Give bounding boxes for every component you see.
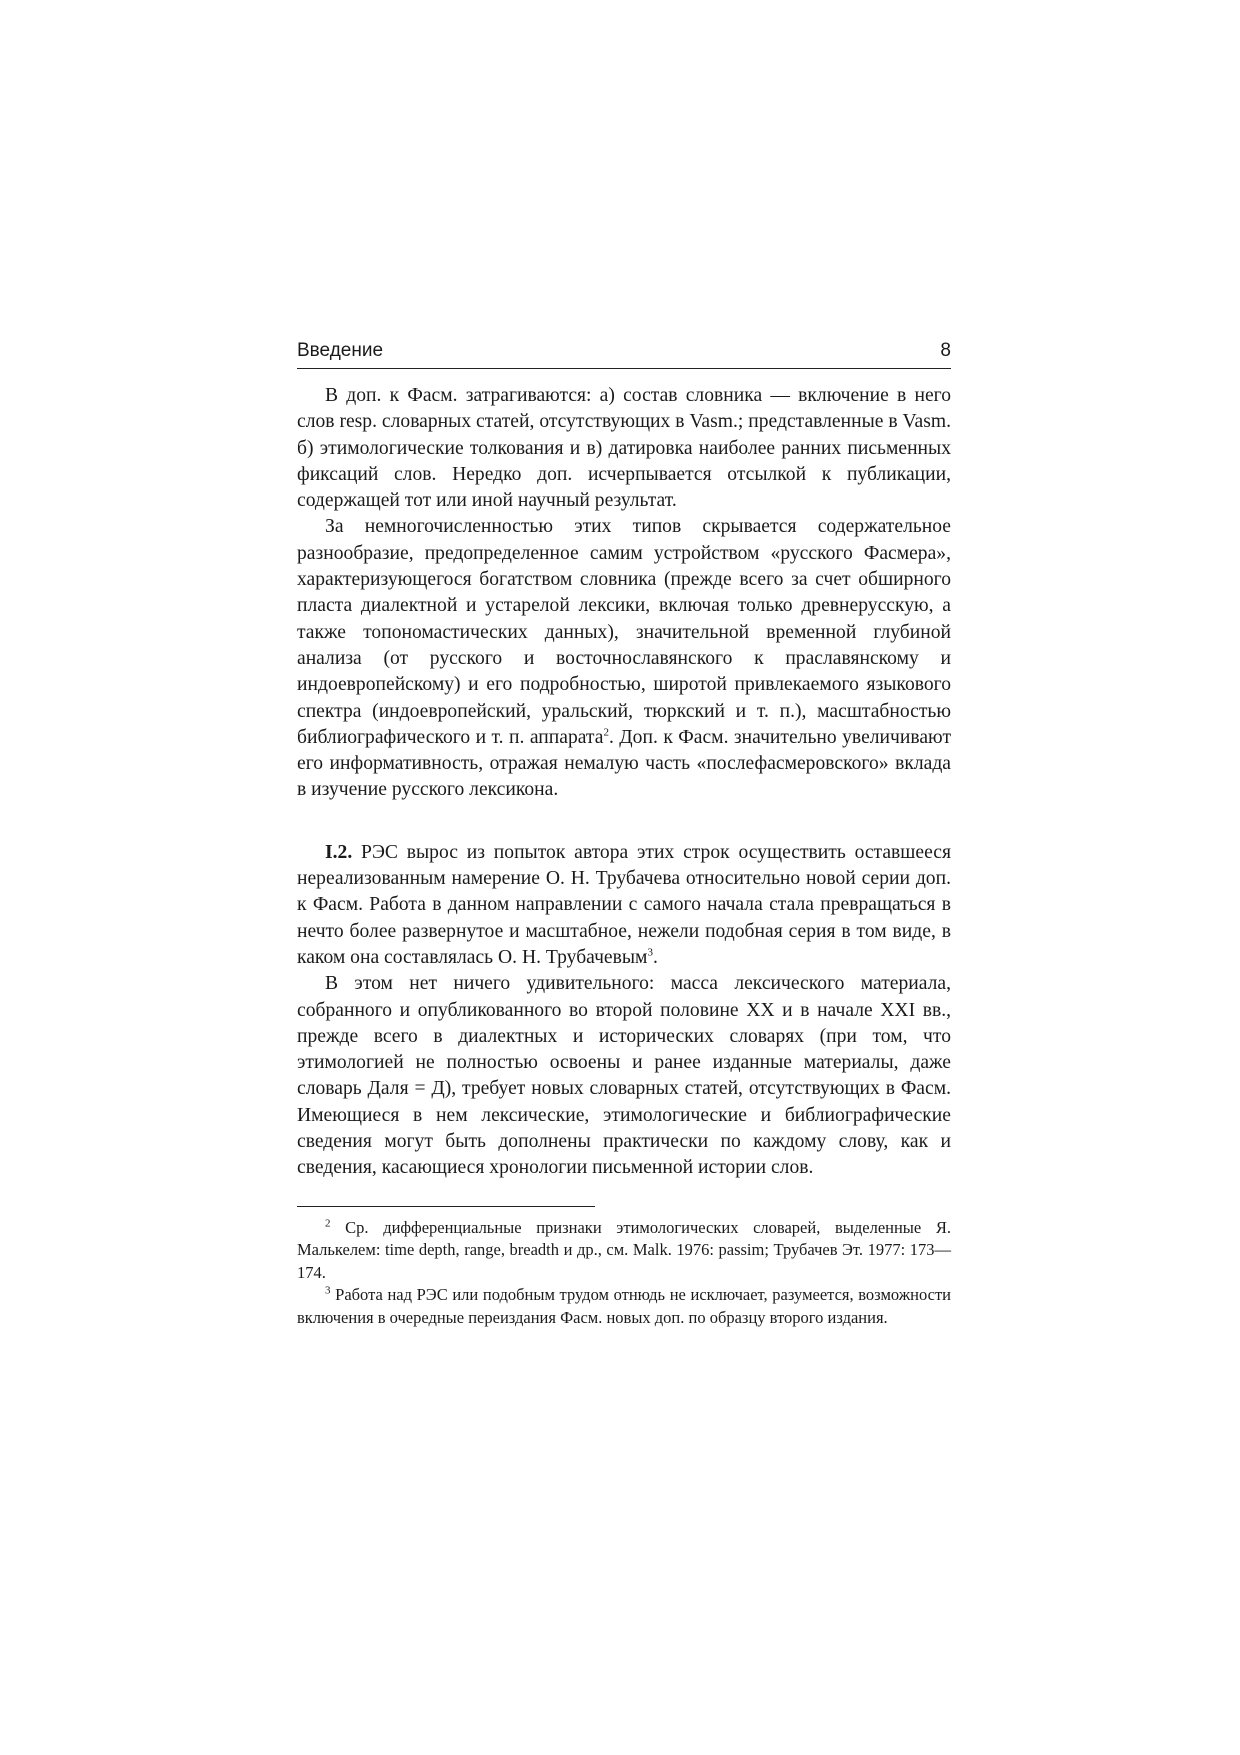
footnote-divider	[297, 1206, 595, 1207]
paragraph-text: За немногочисленностью этих типов скрывается содержательное разнообразие, предопределенное самим устройством «русского Фасмера», характеризующегося богатством словника (прежде всего за счет обширного пласта диалектной и устарелой лексики, включая только древнерусскую, а также топономастических данных), значительной временной глубиной анализа (от русского и восточнославянского к праславянскому и индоевропейскому) и его подробностью, широтой привлекаемого языкового спектра (индоевропейский, уральский, тюркский и т. п.), масштабностью библиографического и т. п. аппарата	[297, 516, 951, 748]
paragraph-section-start	[297, 840, 951, 971]
footnote-text: Ср. дифференциальные признаки этимологических словарей, выделенные Я. Малькелем: time depth, range, breadth и др., см. Malk. 1976: passim; Трубачев Эт. 1977: 173—174.	[297, 1217, 951, 1282]
section-number: I.2.	[325, 841, 353, 863]
page-number: 8	[940, 340, 951, 361]
paragraph	[297, 971, 951, 1181]
footnote-ref-2[interactable]: 2	[603, 726, 609, 739]
footnote	[297, 1217, 951, 1285]
paragraph-text: РЭС вырос из попыток автора этих строк осуществить оставшееся нереализованным намерение О. Н. Трубачева относительно новой серии доп. к Фасм. Работа в данном направлении с самого начала стала превращаться в нечто более развернутое и масштабное, нежели подобная серия в том виде, в каком она составлялась О. Н. Трубачевым	[297, 841, 951, 968]
paragraph-text-continued: .	[652, 946, 658, 968]
footnote-number: 2	[325, 1217, 331, 1230]
footnote-number: 3	[325, 1284, 331, 1297]
paragraph-text: В этом нет ничего удивительного: масса лексического материала, собранного и опубликованного во второй половине XX и в начале XXI вв., прежде всего в диалектных и исторических словарях (при том, что этимологией не полностью освоены и ранее изданные материалы, даже словарь Даля = Д), требует новых словарных статей, отсутствующих в Фасм. Имеющиеся в нем лексические, этимологические и библиографические сведения могут быть дополнены практически по каждому слову, как и сведения, касающиеся хронологии письменной истории слов.	[297, 973, 951, 1179]
footnote-text: Работа над РЭС или подобным трудом отнюдь не исключает, разумеется, возможности включения в очередные переиздания Фасм. новых доп. по образцу второго издания.	[297, 1285, 951, 1327]
running-header	[297, 340, 951, 369]
book-page	[297, 340, 951, 1330]
footnote-ref-3[interactable]: 3	[647, 946, 653, 959]
footnote	[297, 1284, 951, 1329]
paragraph-text-continued: . Доп. к Фасм. значительно увеличивают его информативность, отражая немалую часть «послефасмеровского» вклада в изучение русского лексикона.	[297, 726, 952, 801]
paragraph-text: В доп. к Фасм. затрагиваются: а) состав словника — включение в него слов resp. словарных статей, отсутствующих в Vasm.; представленные в Vasm. б) этимологические толкования и в) датировка наиболее ранних письменных фиксаций слов. Нередко доп. исчерпывается отсылкой к публикации, содержащей тот или иной научный результат.	[297, 385, 951, 512]
main-text	[297, 383, 951, 1182]
paragraph	[297, 383, 951, 514]
paragraph	[297, 514, 951, 803]
footnotes	[297, 1217, 951, 1330]
chapter-title: Введение	[297, 340, 384, 361]
